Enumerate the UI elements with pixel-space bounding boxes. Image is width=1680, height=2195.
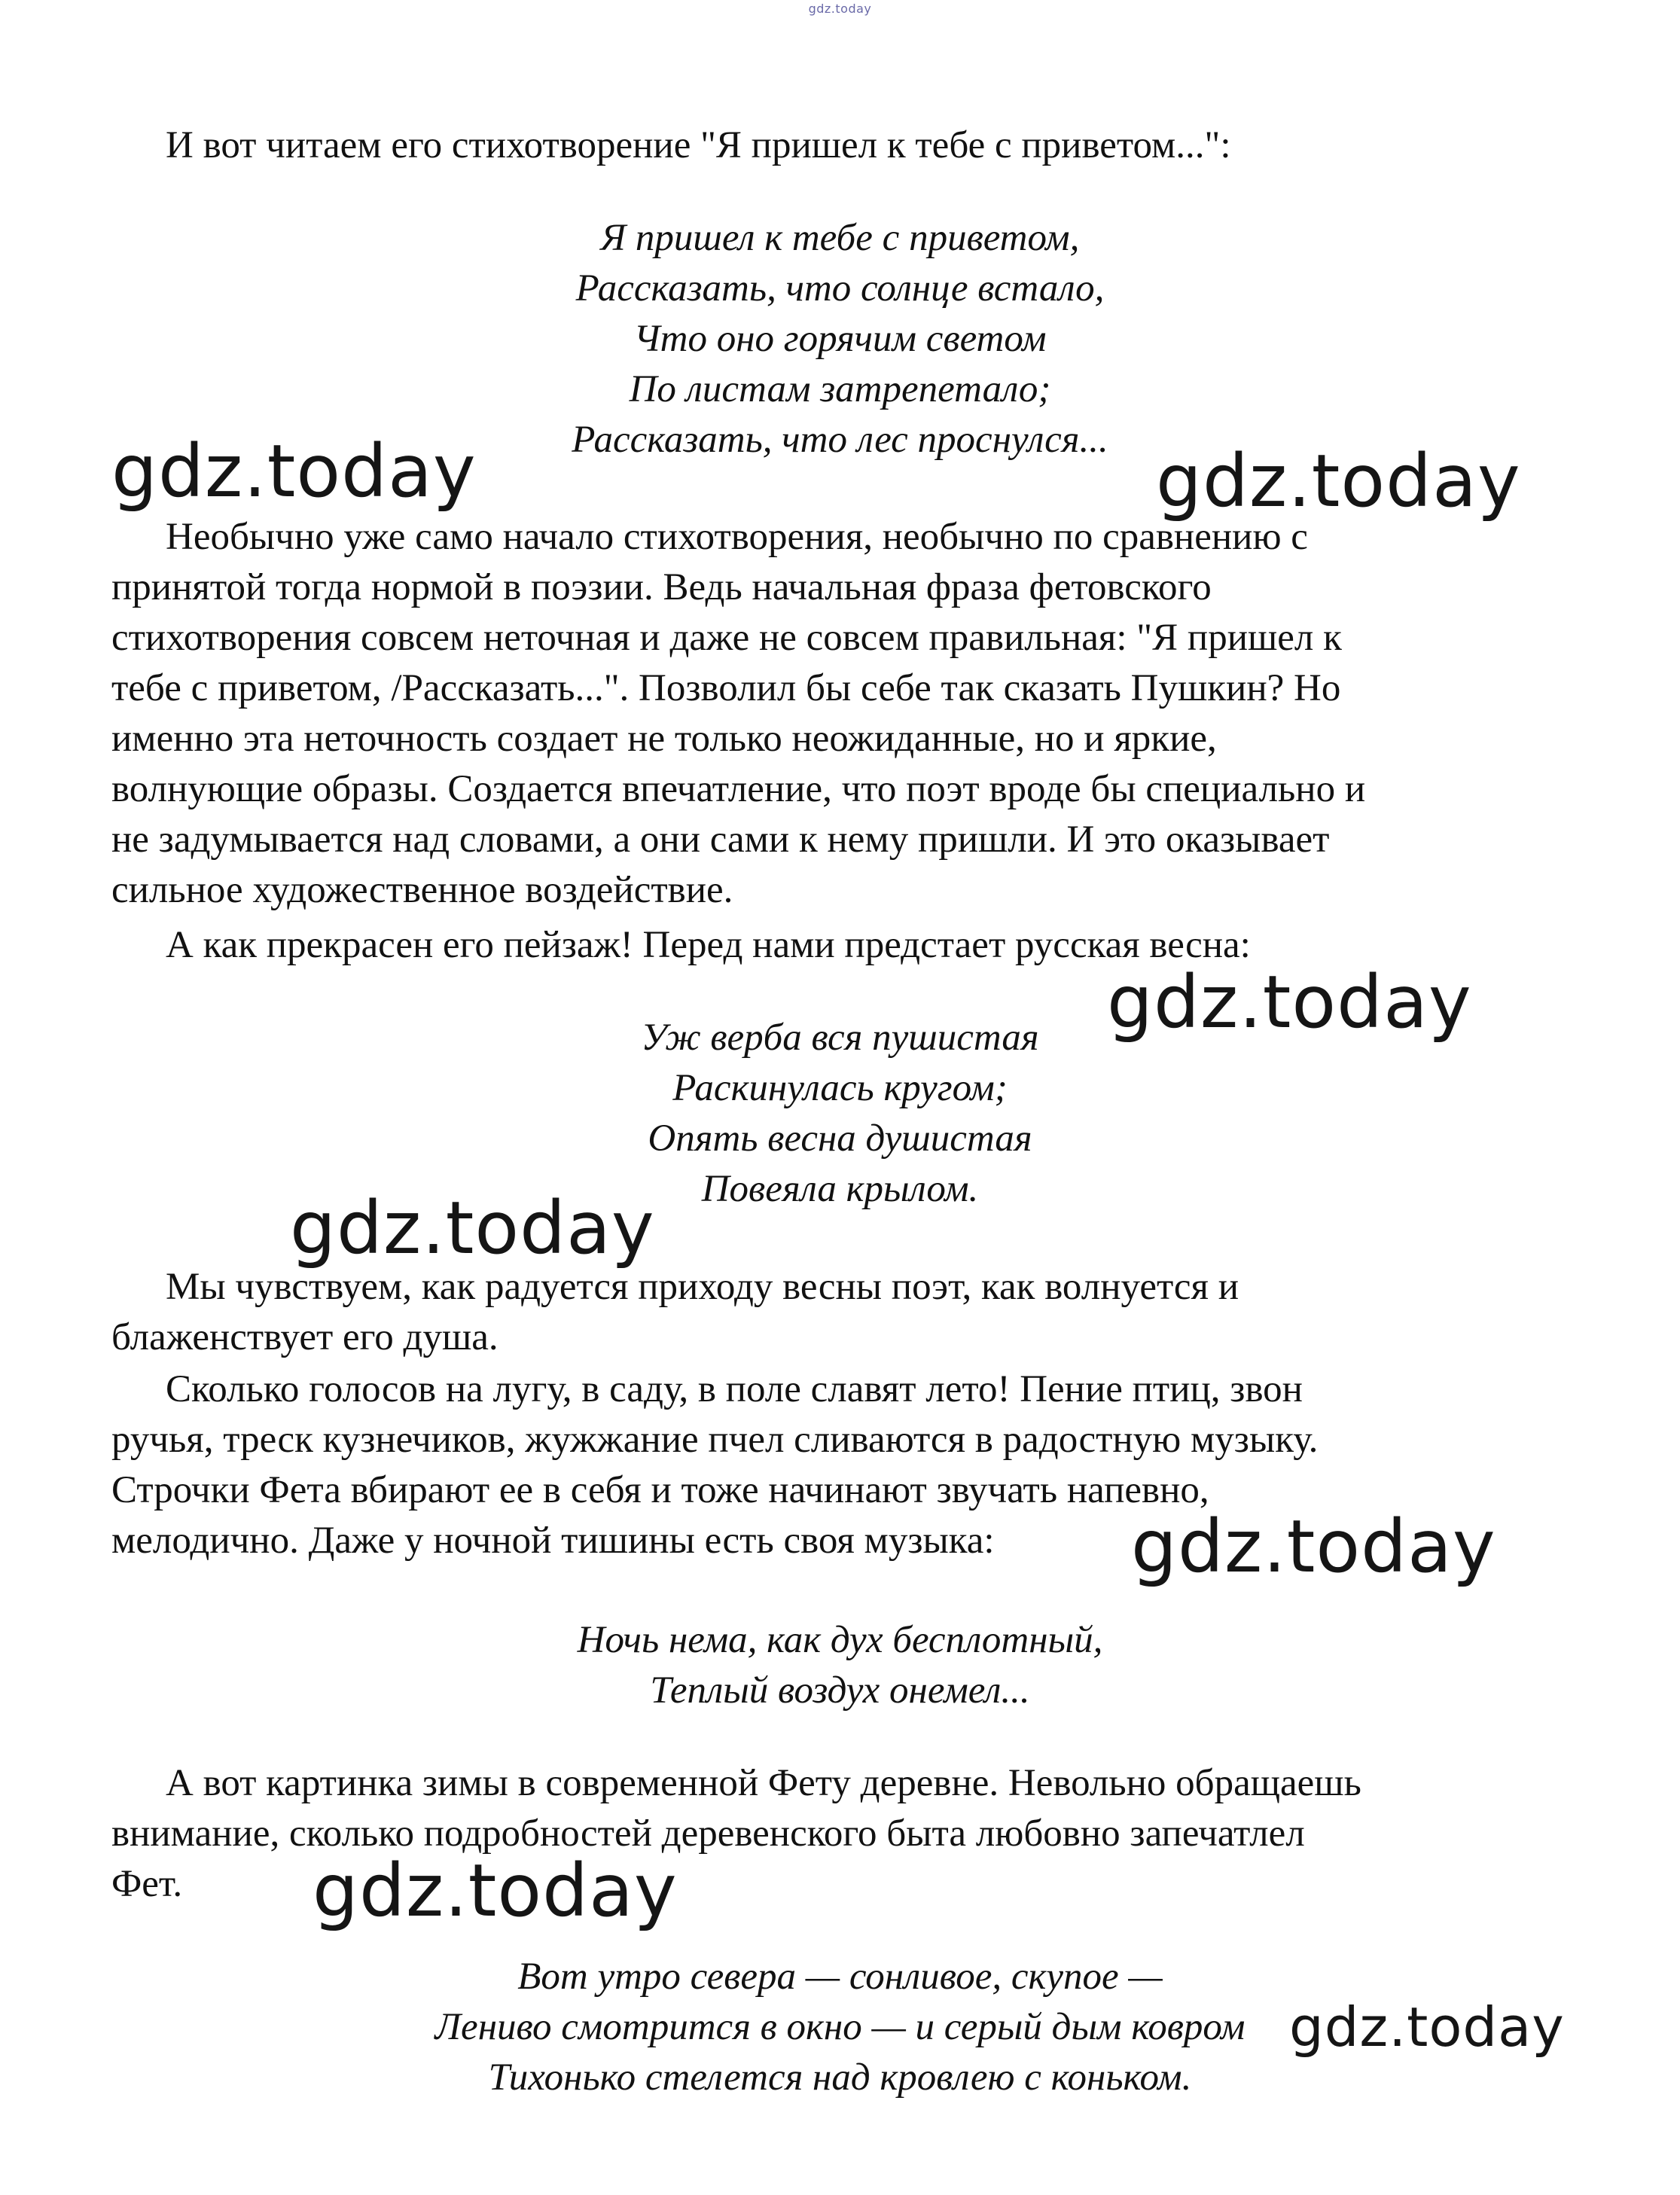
verse-line: Я пришел к тебе с приветом, [600, 217, 1080, 259]
paragraph-line: блаженствует его душа. [111, 1316, 499, 1358]
intro-text: И вот читаем его стихотворение "Я пришел к тебе с приветом...": [166, 124, 1231, 166]
watermark-text: gdz.today [1131, 1504, 1496, 1589]
header-watermark: gdz.today [808, 2, 872, 16]
paragraph-3 [111, 1262, 1565, 1363]
verse-line: По листам затрепетало; [629, 368, 1051, 410]
paragraph-line: А как прекрасен его пейзаж! Перед нами предстает русская весна: [166, 924, 1251, 966]
paragraph-line: принятой тогда нормой в поэзии. Ведь начальная фраза фетовского [111, 566, 1212, 608]
watermark-text: gdz.today [1289, 1995, 1565, 2059]
paragraph-line: ручья, треск кузнечиков, жужжание пчел сливаются в радостную музыку. [111, 1419, 1319, 1461]
paragraph-line: мелодично. Даже у ночной тишины есть своя музыка: [111, 1520, 995, 1562]
paragraph-line: Строчки Фета вбирают ее в себя и тоже начинают звучать напевно, [111, 1469, 1209, 1511]
verse-line: Повеяла крылом. [701, 1168, 979, 1210]
verse-line: Рассказать, что солнце встало, [575, 267, 1105, 309]
verse-line: Лениво смотрится в окно — и серый дым ковром [434, 2006, 1246, 2048]
verse-line: Уж верба вся пушистая [641, 1017, 1039, 1059]
paragraph-line: волнующие образы. Создается впечатление, что поэт вроде бы специально и [111, 768, 1366, 810]
verse-line: Ночь нема, как дух бесплотный, [577, 1619, 1103, 1661]
verse-line: Раскинулась кругом; [672, 1067, 1008, 1109]
paragraph-line: внимание, сколько подробностей деревенского быта любовно запечатлел [111, 1812, 1305, 1855]
paragraph-line: тебе с приветом, /Рассказать...". Позволил бы себе так сказать Пушкин? Но [111, 667, 1341, 709]
paragraph-line: именно эта неточность создает не только неожиданные, но и яркие, [111, 718, 1217, 760]
verse-line: Теплый воздух онемел... [650, 1669, 1030, 1712]
watermark-text: gdz.today [290, 1186, 655, 1270]
watermark-text: gdz.today [313, 1849, 678, 1933]
verse-line: Тихонько стелется над кровлею с коньком. [488, 2056, 1192, 2099]
verse-1 [0, 213, 1680, 465]
intro-paragraph [111, 120, 1565, 171]
verse-line: Рассказать, что лес проснулся... [572, 419, 1108, 461]
paragraph-line: стихотворения совсем неточная и даже не совсем правильная: "Я пришел к [111, 617, 1342, 659]
paragraph-1 [111, 512, 1565, 916]
paragraph-line: Сколько голосов на лугу, в саду, в поле славят лето! Пение птиц, звон [166, 1368, 1303, 1410]
paragraph-line: не задумывается над словами, а они сами к нему пришли. И это оказывает [111, 819, 1330, 861]
paragraph-line: Фет. [111, 1863, 183, 1905]
verse-line: Что оно горячим светом [633, 318, 1047, 360]
paragraph-line: Необычно уже само начало стихотворения, необычно по сравнению с [166, 516, 1308, 558]
watermark-text: gdz.today [1156, 439, 1521, 523]
paragraph-line: Мы чувствуем, как радуется приходу весны поэт, как волнуется и [166, 1266, 1239, 1308]
paragraph-line: сильное художественное воздействие. [111, 869, 733, 911]
watermark-text: gdz.today [111, 429, 477, 514]
verse-line: Опять весна душистая [648, 1117, 1032, 1160]
watermark-text: gdz.today [1107, 960, 1472, 1044]
verse-line: Вот утро севера — сонливое, скупое — [517, 1956, 1163, 1998]
verse-3 [0, 1615, 1680, 1716]
paragraph-line: А вот картинка зимы в современной Фету деревне. Невольно обращаешь [166, 1762, 1361, 1804]
